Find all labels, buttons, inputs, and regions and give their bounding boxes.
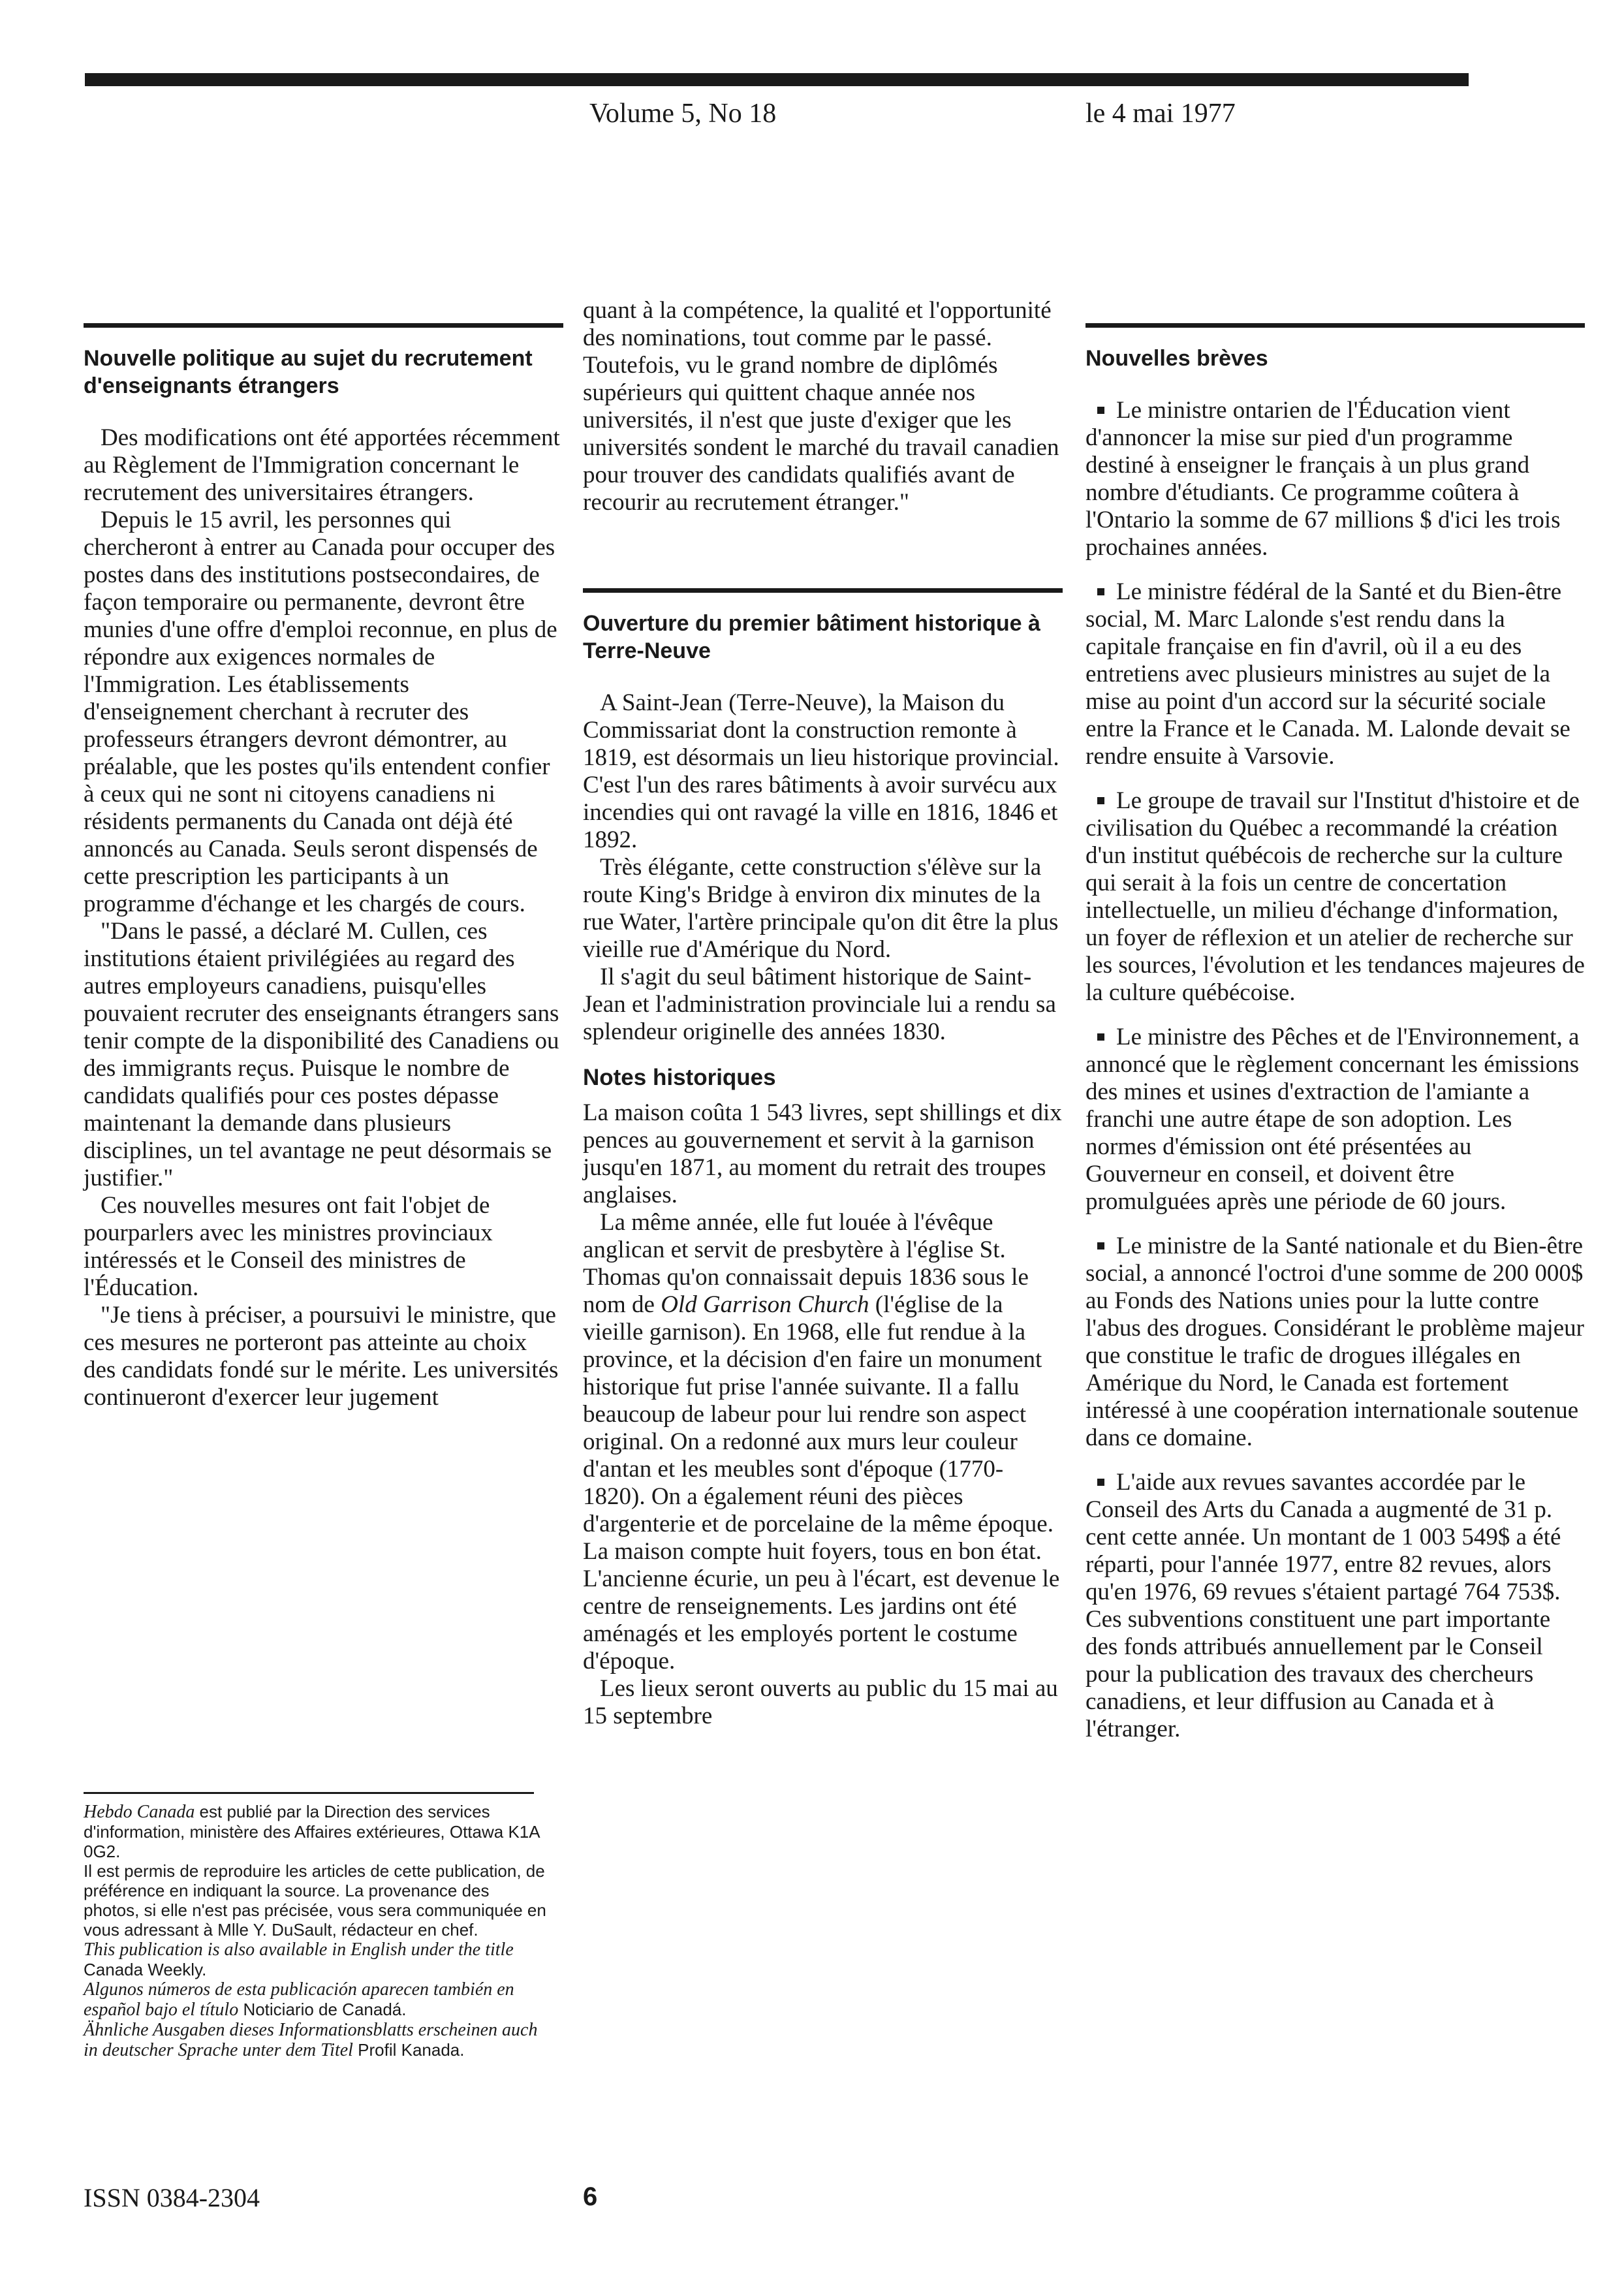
section-rule [1085, 323, 1585, 328]
header-rule [85, 73, 1469, 86]
news-brief-item: Le groupe de travail sur l'Institut d'histoire et de civilisation du Québec a recommandé la création d'un institut québécois de recherche sur la culture qui serait à la fois un centre de concertation intellectuelle, un milieu d'échange d'information, un foyer de réflexion et un atelier de recherche sur les sources, l'évolution et les tendances majeures de la culture québécoise. [1085, 787, 1585, 1006]
article-title-news-briefs: Nouvelles brèves [1085, 346, 1268, 371]
news-brief-item: Le ministre ontarien de l'Éducation vient d'annoncer la mise sur pied d'un programme destiné à enseigner le français à un plus grand nombre d'étudiants. Ce programme coûtera à l'Ontario la somme de 67 millions $ d'ici les trois prochaines années. [1085, 397, 1561, 561]
issue-date: le 4 mai 1977 [1085, 99, 1236, 129]
article-paragraph: Des modifications ont été apportées récemment au Règlement de l'Immigration concernant le recrutement des universitaires étrangers. [84, 424, 560, 506]
bullet-square-icon [1097, 1033, 1104, 1041]
article-paragraph: Ces nouvelles mesures ont fait l'objet de pourparlers avec les ministres provinciaux intéressés et le Conseil des ministres de l'Éducation. [84, 1192, 493, 1301]
article-paragraph: La même année, elle fut louée à l'évêque anglican et servit de presbytère à l'église St. Thomas qu'on connaissait depuis 1836 sous le nom de Old Garrison Church (l'église de la vieille garnison). En 1968, elle fut rendue à la province, et la décision d'en faire un monument historique fut prise l'année suivante. Il a fallu beaucoup de labeur pour lui rendre son aspect original. On a redonné aux murs leur couleur d'antan et les meubles sont d'époque (1770-1820). On a également réuni des pièces d'argenterie et de porcelaine de la même époque. La maison compte huit foyers, tous en bon état. L'ancienne écurie, un peu à l'écart, est devenue le centre de renseignements. Les jardins ont été aménagés et les employés portent le costume d'époque. [583, 1209, 1060, 1674]
section-rule [583, 588, 1063, 593]
news-brief-item: L'aide aux revues savantes accordée par le Conseil des Arts du Canada a augmenté de 31 p. cent cette année. Un montant de 1 003 549$ a été réparti, pour l'année 1977, entre 82 revues, alors qu'en 1976, 69 revues s'étaient partagé 764 753$. Ces subventions constituent une part importante des fonds attribués annuellement par le Conseil pour la publication des travaux des chercheurs canadiens, et leur diffusion au Canada et à l'étranger. [1085, 1469, 1561, 1742]
issn-number: ISSN 0384-2304 [84, 2183, 260, 2212]
colophon-english: This publication is also available in English under the title Canada Weekly. [84, 1940, 514, 1979]
colophon-reproduction: Il est permis de reproduire les articles de cette publication, de préférence en indiquant la source. La provenance des photos, si elle n'est pas précisée, vous sera communiquée en vous adressant à Mlle Y. DuSault, rédacteur en chef. [84, 1861, 546, 1940]
article-paragraph: A Saint-Jean (Terre-Neuve), la Maison du Commissariat dont la construction remonte à 1819, est désormais un lieu historique provincial. C'est l'un des rares bâtiments à avoir survécu aux incendies qui ont ravagé la ville en 1816, 1846 et 1892. [583, 689, 1059, 853]
article-title-historic-building: Ouverture du premier bâtiment historique à Terre-Neuve [583, 611, 1040, 663]
article-title-recruitment: Nouvelle politique au sujet du recrutement d'enseignants étrangers [84, 346, 533, 398]
colophon-german: Ähnliche Ausgaben dieses Informationsblatts erscheinen auch in deutscher Sprache unter dem Titel Profil Kanada. [84, 2020, 538, 2060]
bullet-square-icon [1097, 407, 1104, 414]
article-paragraph: Il s'agit du seul bâtiment historique de Saint-Jean et l'administration provinciale lui a rendu sa splendeur originelle des années 1830. [583, 964, 1056, 1045]
column-3 [1085, 323, 1585, 1760]
article-paragraph: Très élégante, cette construction s'élève sur la route King's Bridge à environ dix minutes de la rue Water, l'artère principale qu'on dit être la plus vieille rue d'Amérique du Nord. [583, 854, 1059, 963]
news-brief-item: Le ministre fédéral de la Santé et du Bien-être social, M. Marc Lalonde s'est rendu dans la capitale française en fin d'avril, où il a eu des entretiens avec plusieurs ministres au sujet de la mise au point d'un accord sur la sécurité sociale entre la France et le Canada. M. Lalonde devait se rendre ensuite à Varsovie. [1085, 578, 1570, 770]
article-paragraph: "Je tiens à préciser, a poursuivi le ministre, que ces mesures ne porteront pas atteinte au choix des candidats fondé sur le mérite. Les universités continueront d'exercer leur jugement [84, 1302, 559, 1411]
bullet-square-icon [1097, 588, 1104, 595]
colophon [84, 1792, 547, 2060]
colophon-rule [84, 1792, 534, 1794]
article-paragraph: Depuis le 15 avril, les personnes qui chercheront à entrer au Canada pour occuper des postes dans des institutions postsecondaires, de façon temporaire ou permanente, devront être munies d'une offre d'emploi reconnue, en plus de répondre aux exigences normales de l'Immigration. Les établissements d'enseignement cherchant à recruter des professeurs étrangers devront démontrer, au préalable, que les postes qu'ils entendent confier à ceux qui ne sont ni citoyens canadiens ni résidents permanents du Canada ont déjà été annoncés au Canada. Seuls seront dispensés de cette prescription les participants à un programme d'échange et les chargés de cours. [84, 507, 557, 917]
bullet-square-icon [1097, 1479, 1104, 1486]
church-name: Old Garrison Church [661, 1291, 869, 1318]
news-brief-item: Le ministre de la Santé nationale et du Bien-être social, a annoncé l'octroi d'une somme de 200 000$ au Fonds des Nations unies pour la lutte contre l'abus des drogues. Considérant le problème majeur que constitue le trafic de drogues illégales en Amérique du Nord, le Canada est fortement intéressé à une coopération internationale soutenue dans ce domaine. [1085, 1233, 1584, 1451]
column-2 [583, 297, 1063, 1730]
colophon-spanish: Algunos números de esta publicación aparecen también en español bajo el título Noticiario de Canadá. [84, 1979, 514, 2020]
article-paragraph: "Dans le passé, a déclaré M. Cullen, ces institutions étaient privilégiées au regard des autres employeurs canadiens, puisqu'elles pouvaient recruter des enseignants étrangers sans tenir compte de la disponibilité des Canadiens ou des immigrants reçus. Puisque le nombre de candidats qualifiés pour ces postes dépasse maintenant la demande dans plusieurs disciplines, un tel avantage ne peut désormais se justifier." [84, 918, 559, 1191]
page-number: 6 [583, 2182, 598, 2211]
article-continuation: quant à la compétence, la qualité et l'opportunité des nominations, tout comme par le passé. Toutefois, vu le grand nombre de diplômés supérieurs qui quittent chaque année nos universités, il n'est que juste d'exiger que les universités sondent le marché du travail canadien pour trouver des candidats qualifiés avant de recourir au recrutement étranger." [583, 297, 1059, 516]
column-1 [84, 323, 563, 1411]
bullet-square-icon [1097, 797, 1104, 804]
publication-name: Hebdo Canada [84, 1802, 195, 1822]
article-paragraph: La maison coûta 1 543 livres, sept shillings et dix pences au gouvernement et servit à la garnison jusqu'en 1871, au moment du retrait des troupes anglaises. [583, 1099, 1062, 1208]
news-brief-item: Le ministre des Pêches et de l'Environnement, a annoncé que le règlement concernant les émissions des mines et usines d'extraction de l'amiante a franchi une autre étape de son adoption. Les normes d'émission ont été présentées au Gouverneur en conseil, et doivent être promulguées après une période de 60 jours. [1085, 1024, 1580, 1215]
subheading-historical-notes: Notes historiques [583, 1065, 776, 1090]
article-paragraph: Les lieux seront ouverts au public du 15 mai au 15 septembre [583, 1675, 1058, 1729]
colophon-publisher: Hebdo Canada est publié par la Direction des services d'information, ministère des Affaires extérieures, Ottawa K1A 0G2. [84, 1802, 540, 1861]
bullet-square-icon [1097, 1242, 1104, 1250]
volume-number: Volume 5, No 18 [589, 99, 777, 129]
section-rule [84, 323, 563, 328]
